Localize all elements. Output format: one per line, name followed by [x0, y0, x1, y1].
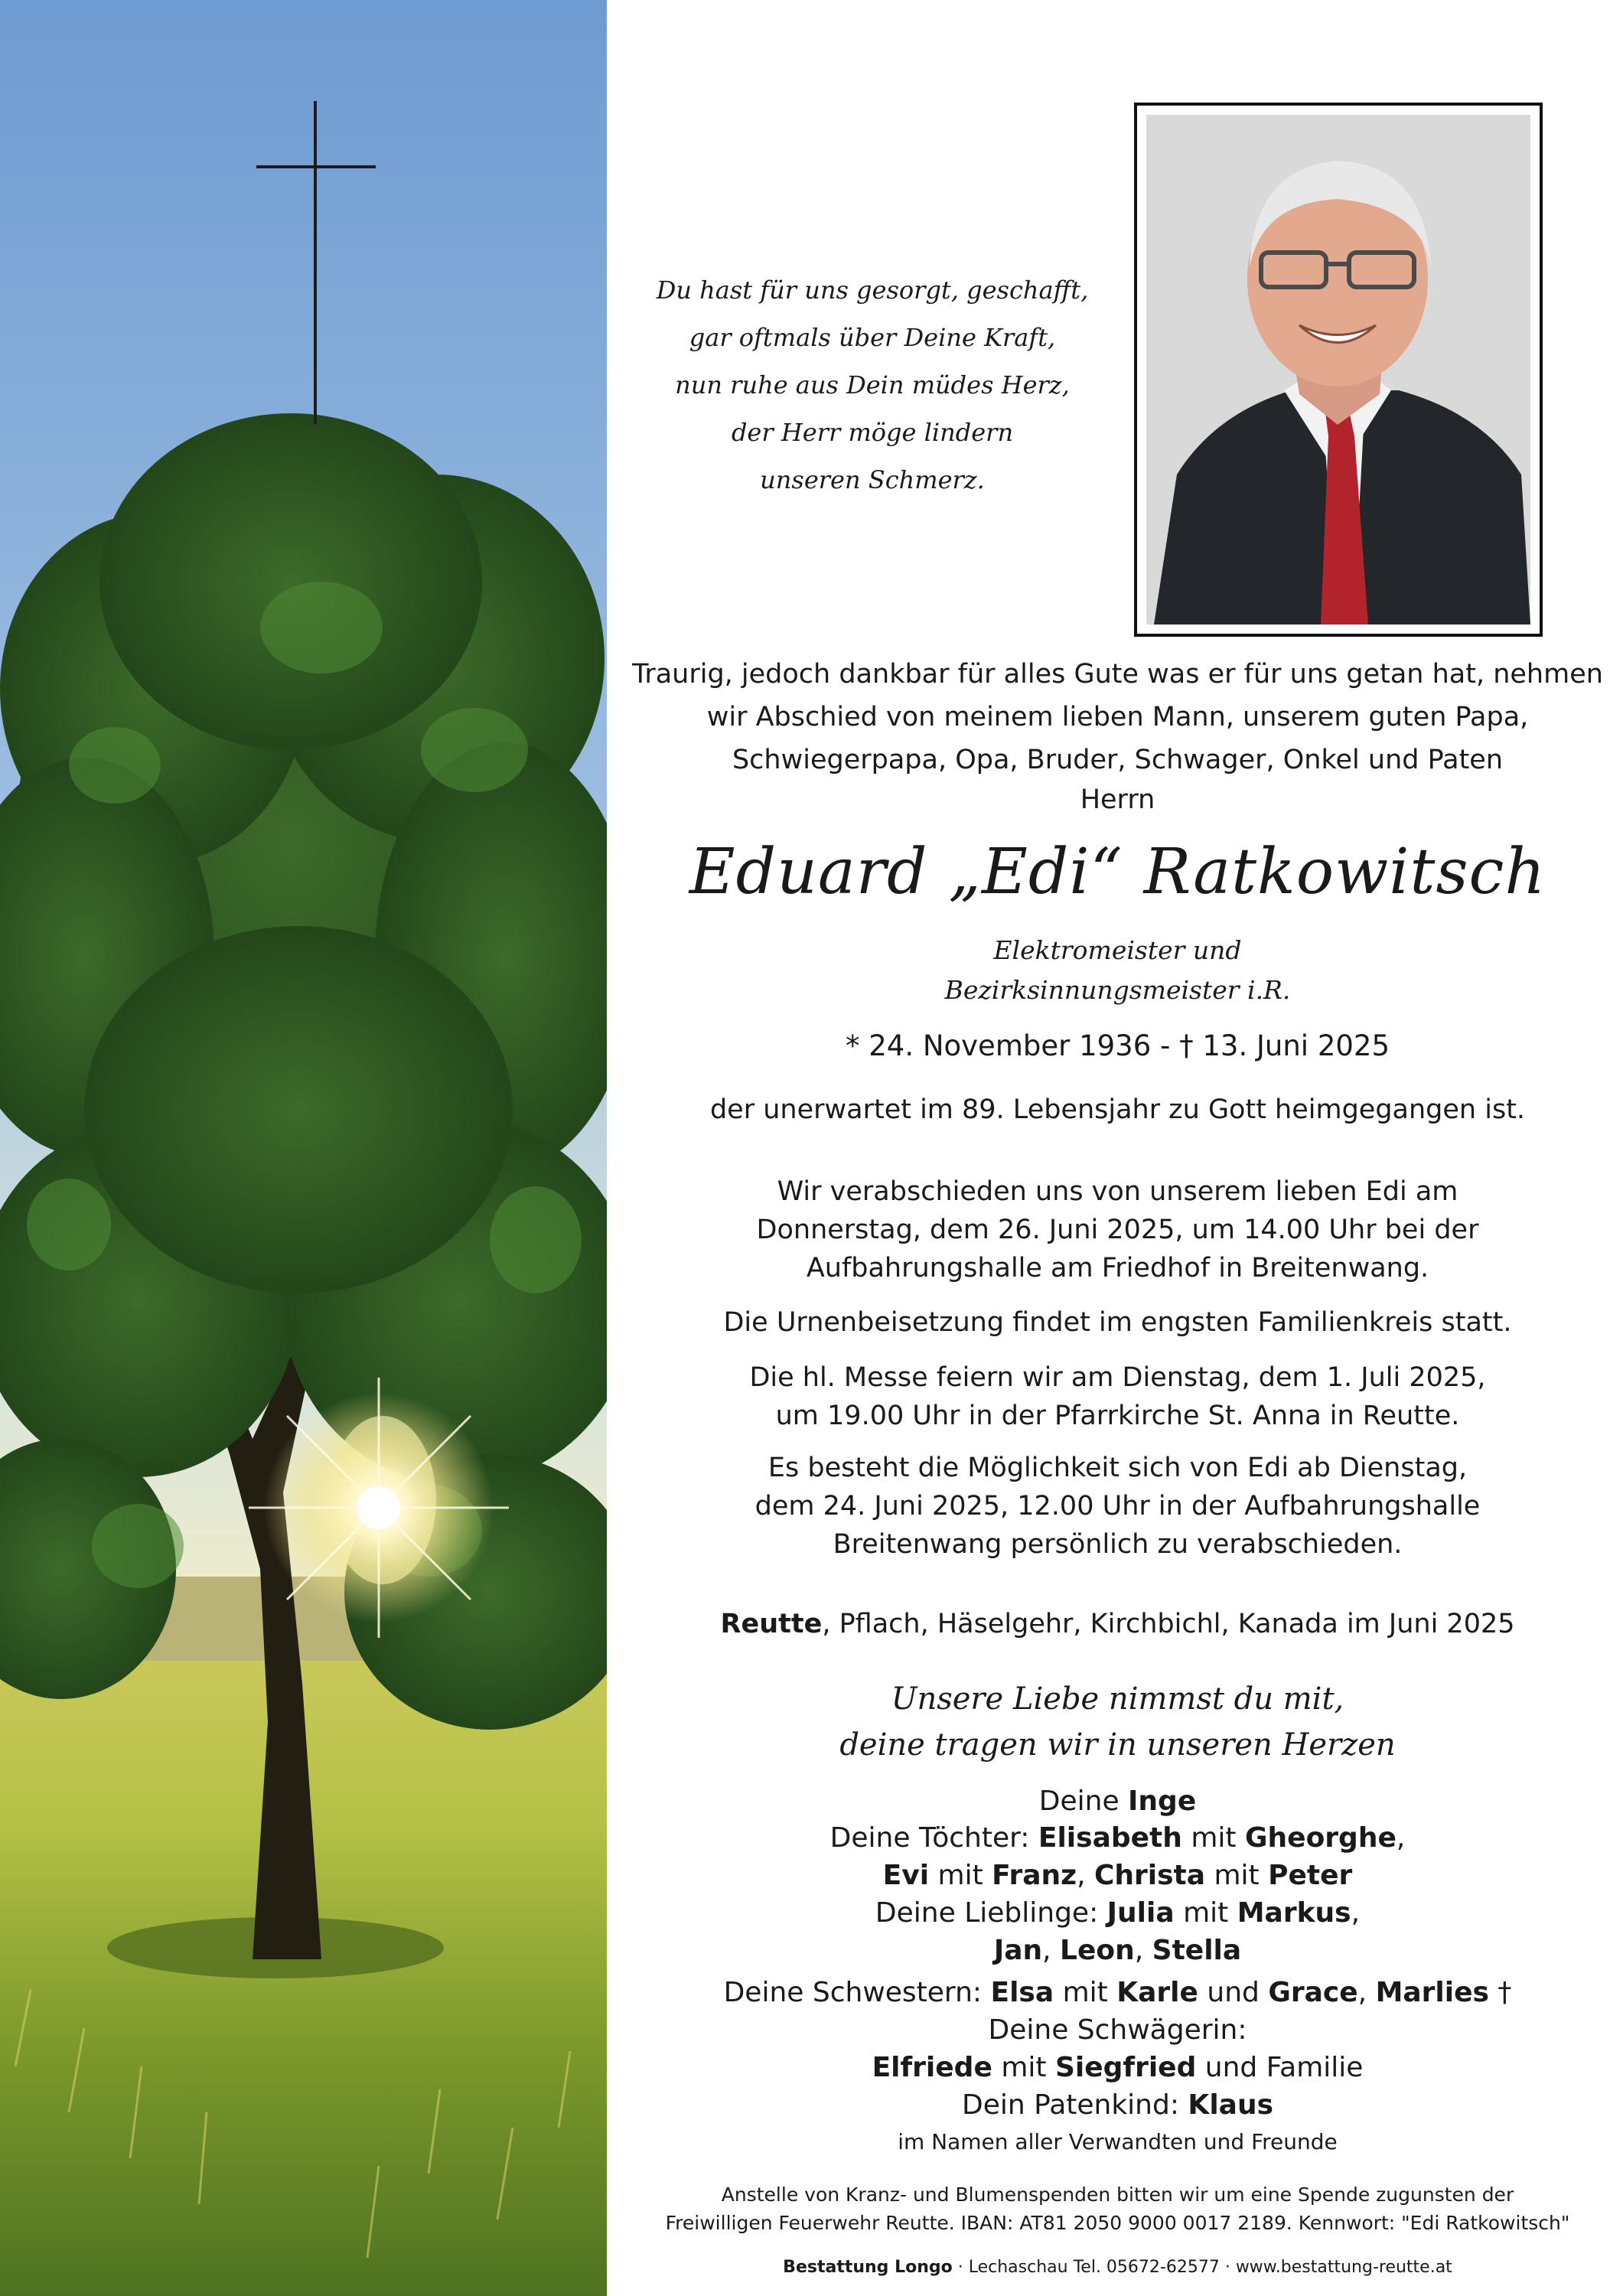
- footer-company: Bestattung Longo: [783, 2258, 953, 2277]
- family-text: mit: [1054, 1977, 1117, 2008]
- places-line: [612, 1609, 1623, 1639]
- footer-sep: ·: [1219, 2258, 1236, 2277]
- mass-line: um 19.00 Uhr in der Pfarrkirche St. Anna in Reutte.: [775, 1401, 1460, 1431]
- family-text: †: [1488, 1977, 1512, 2008]
- viewing-line: Breitenwang persönlich zu verabschieden.: [833, 1529, 1403, 1560]
- family-line: [612, 1860, 1623, 1891]
- family-name: Elisabeth: [1038, 1822, 1182, 1854]
- intro-line: Schwiegerpapa, Opa, Bruder, Schwager, Onkel und Paten: [732, 745, 1504, 775]
- family-name: Julia: [1106, 1897, 1175, 1929]
- family-text: mit: [929, 1860, 992, 1891]
- portrait-frame: [1134, 103, 1543, 637]
- family-text: ,: [1357, 1977, 1376, 2008]
- poem-line: gar oftmals über Deine Kraft,: [689, 323, 1056, 352]
- family-text: mit: [1181, 1822, 1245, 1854]
- family-name: Elsa: [990, 1977, 1054, 2008]
- donation-line: Freiwilligen Feuerwehr Reutte. IBAN: AT81 2050 9000 0017 2189. Kennwort: "Edi Ratkowitsch": [665, 2212, 1570, 2234]
- poem-line: unseren Schmerz.: [760, 465, 985, 494]
- donation-line: Anstelle von Kranz- und Blumenspenden bitten wir um eine Spende zugunsten der: [721, 2183, 1514, 2206]
- farewell-line: Donnerstag, dem 26. Juni 2025, um 14.00 Uhr bei der: [756, 1215, 1479, 1245]
- family-name: Gheorghe: [1244, 1822, 1396, 1854]
- farewell-line: Aufbahrungshalle am Friedhof in Breitenwang.: [806, 1253, 1429, 1283]
- family-text: Deine: [1038, 1786, 1129, 1817]
- tree-photo: [0, 0, 607, 2296]
- family-line: [612, 2089, 1623, 2121]
- urn-line: Die Urnenbeisetzung findet im engsten Familienkreis statt.: [723, 1307, 1512, 1338]
- farewell-line: Wir verabschieden uns von unserem lieben Edi am: [777, 1176, 1458, 1207]
- viewing-line: Es besteht die Möglichkeit sich von Edi ab Dienstag,: [768, 1453, 1468, 1483]
- portrait-illustration: [1146, 115, 1530, 625]
- viewing-line: dem 24. Juni 2025, 12.00 Uhr in der Aufbahrungshalle: [754, 1491, 1481, 1521]
- family-text: mit: [992, 2052, 1055, 2083]
- family-name: Evi: [882, 1860, 930, 1891]
- family-name: Stella: [1152, 1935, 1242, 1966]
- family-line: [612, 1977, 1623, 2008]
- family-text: Dein Patenkind:: [961, 2089, 1188, 2121]
- poem-line: Du hast für uns gesorgt, geschafft,: [656, 276, 1089, 305]
- cross-icon: [314, 101, 317, 424]
- family-line: Deine Schwägerin:: [988, 2014, 1247, 2046]
- footer-website-link[interactable]: www.bestattung-reutte.at: [1235, 2258, 1452, 2277]
- family-line: [612, 2052, 1623, 2083]
- poem-line: der Herr möge lindern: [731, 418, 1014, 447]
- age-line: der unerwartet im 89. Lebensjahr zu Gott heimgegangen ist.: [709, 1094, 1526, 1125]
- intro-line: wir Abschied von meinem lieben Mann, unserem guten Papa,: [706, 702, 1529, 732]
- family-name: Peter: [1268, 1860, 1353, 1891]
- family-text: Deine Lieblinge:: [875, 1897, 1107, 1929]
- motto-line: deine tragen wir in unseren Herzen: [839, 1727, 1396, 1763]
- cross-icon-bar: [256, 165, 376, 168]
- life-dates: * 24. November 1936 - † 13. Juni 2025: [845, 1029, 1390, 1062]
- intro-line: Traurig, jedoch dankbar für alles Gute was er für uns getan hat, nehmen: [632, 659, 1603, 690]
- family-name: Siegfried: [1054, 2052, 1197, 2083]
- footer-address: Lechaschau Tel. 05672-62577: [968, 2258, 1220, 2277]
- footer-sep: ·: [952, 2258, 969, 2277]
- family-closing: im Namen aller Verwandten und Freunde: [898, 2129, 1338, 2154]
- tree-illustration: [0, 0, 607, 2296]
- family-text: mit: [1205, 1860, 1269, 1891]
- family-name: Karle: [1116, 1977, 1198, 2008]
- portrait-photo: [1146, 115, 1530, 625]
- motto-line: Unsere Liebe nimmst du mit,: [891, 1681, 1344, 1717]
- family-text: ,: [1351, 1897, 1361, 1929]
- family-name: Christa: [1093, 1860, 1206, 1891]
- family-name: Elfriede: [872, 2052, 992, 2083]
- family-text: und Familie: [1196, 2052, 1364, 2083]
- family-text: Deine Töchter:: [829, 1822, 1038, 1854]
- poem-line: nun ruhe aus Dein müdes Herz,: [675, 370, 1070, 400]
- family-name: Franz: [992, 1860, 1077, 1891]
- family-text: mit: [1174, 1897, 1237, 1929]
- footer: [612, 2258, 1623, 2277]
- family-text: Deine Schwestern:: [723, 1977, 991, 2008]
- place-main: Reutte: [720, 1609, 823, 1639]
- family-text: und: [1198, 1977, 1269, 2008]
- family-name: Leon: [1060, 1935, 1135, 1966]
- family-text: ,: [1042, 1935, 1061, 1966]
- family-text: ,: [1134, 1935, 1152, 1966]
- mass-line: Die hl. Messe feiern wir am Dienstag, dem 1. Juli 2025,: [749, 1362, 1486, 1393]
- place-rest: , Pflach, Häselgehr, Kirchbichl, Kanada im Juni 2025: [822, 1609, 1515, 1639]
- family-name: Klaus: [1188, 2089, 1274, 2121]
- family-line: [612, 1786, 1623, 1817]
- family-text: ,: [1077, 1860, 1094, 1891]
- herrn-label: Herrn: [1080, 784, 1155, 815]
- family-line: [612, 1897, 1623, 1929]
- family-name: Markus: [1237, 1897, 1351, 1929]
- family-name: Jan: [993, 1935, 1043, 1966]
- family-name: Inge: [1128, 1786, 1197, 1817]
- family-name: Grace: [1268, 1977, 1358, 2008]
- family-line: [612, 1822, 1623, 1854]
- deceased-name: Eduard „Edi“ Ratkowitsch: [689, 836, 1546, 908]
- family-line: [612, 1935, 1623, 1966]
- deceased-title-line: Bezirksinnungsmeister i.R.: [944, 975, 1291, 1005]
- deceased-title-line: Elektromeister und: [993, 935, 1242, 965]
- family-text: ,: [1396, 1822, 1406, 1854]
- family-name: Marlies: [1375, 1977, 1489, 2008]
